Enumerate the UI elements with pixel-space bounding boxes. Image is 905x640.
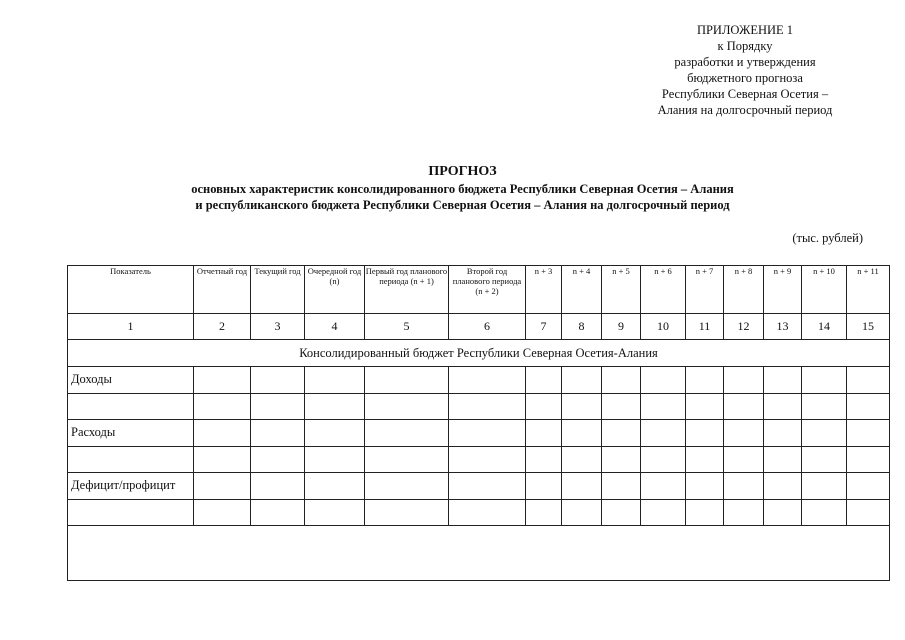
value-cell [305, 367, 365, 394]
value-cell [526, 446, 562, 473]
value-cell [562, 420, 602, 447]
column-number: 15 [847, 314, 890, 340]
column-number: 3 [251, 314, 305, 340]
value-cell [686, 473, 724, 500]
header-cell: Отчетный год [194, 266, 251, 314]
value-cell [847, 367, 890, 394]
value-cell [802, 367, 847, 394]
value-cell [764, 420, 802, 447]
header-cell: n + 9 [764, 266, 802, 314]
row-label: Расходы [68, 420, 194, 447]
value-cell [802, 393, 847, 420]
value-cell [194, 499, 251, 526]
value-cell [641, 446, 686, 473]
value-cell [847, 420, 890, 447]
value-cell [526, 367, 562, 394]
title-main: ПРОГНОЗ [428, 164, 497, 179]
value-cell [724, 499, 764, 526]
value-cell [602, 367, 641, 394]
column-number: 5 [365, 314, 449, 340]
header-cell: Очередной год (n) [305, 266, 365, 314]
value-cell [724, 367, 764, 394]
column-number: 11 [686, 314, 724, 340]
value-cell [194, 367, 251, 394]
value-cell [764, 393, 802, 420]
value-cell [251, 446, 305, 473]
value-cell [562, 446, 602, 473]
value-cell [194, 473, 251, 500]
value-cell [764, 446, 802, 473]
value-cell [724, 393, 764, 420]
value-cell [562, 473, 602, 500]
value-cell [641, 499, 686, 526]
section-title: Консолидированный бюджет Республики Северная Осетия-Алания [68, 340, 890, 367]
value-cell [251, 473, 305, 500]
value-cell [526, 393, 562, 420]
value-cell [847, 446, 890, 473]
header-cell: Первый год планового периода (n + 1) [365, 266, 449, 314]
table-row [68, 446, 890, 473]
value-cell [686, 446, 724, 473]
row-label: Дефицит/профицит [68, 473, 194, 500]
table-header-row [68, 266, 890, 314]
value-cell [365, 393, 449, 420]
value-cell [847, 499, 890, 526]
value-cell [449, 473, 526, 500]
appendix-line: к Порядку [717, 39, 773, 53]
value-cell [602, 446, 641, 473]
value-cell [602, 499, 641, 526]
value-cell [641, 393, 686, 420]
header-cell: Показатель [68, 266, 194, 314]
data-rows [68, 367, 890, 526]
value-cell [449, 393, 526, 420]
value-cell [802, 473, 847, 500]
header-cell: n + 11 [847, 266, 890, 314]
value-cell [602, 473, 641, 500]
value-cell [641, 473, 686, 500]
table-footer-row [68, 526, 890, 581]
value-cell [562, 393, 602, 420]
value-cell [724, 420, 764, 447]
value-cell [602, 420, 641, 447]
value-cell [686, 499, 724, 526]
header-cell: n + 6 [641, 266, 686, 314]
table-row [68, 367, 890, 394]
row-label [68, 446, 194, 473]
header-cell: n + 7 [686, 266, 724, 314]
empty-footer-cell [68, 526, 890, 581]
value-cell [251, 499, 305, 526]
appendix-header [600, 22, 890, 118]
header-cell: n + 10 [802, 266, 847, 314]
column-number-row [68, 314, 890, 340]
value-cell [764, 499, 802, 526]
value-cell [365, 473, 449, 500]
value-cell [526, 499, 562, 526]
appendix-line: Республики Северная Осетия – [661, 87, 829, 101]
value-cell [305, 420, 365, 447]
value-cell [365, 367, 449, 394]
column-number: 13 [764, 314, 802, 340]
value-cell [449, 420, 526, 447]
value-cell [847, 473, 890, 500]
value-cell [365, 420, 449, 447]
value-cell [602, 393, 641, 420]
value-cell [641, 367, 686, 394]
header-cell: n + 4 [562, 266, 602, 314]
column-number: 2 [194, 314, 251, 340]
value-cell [526, 420, 562, 447]
column-number: 1 [68, 314, 194, 340]
document-title [40, 163, 885, 213]
column-number: 6 [449, 314, 526, 340]
value-cell [449, 367, 526, 394]
appendix-line: ПРИЛОЖЕНИЕ 1 [696, 23, 794, 37]
value-cell [562, 499, 602, 526]
row-label [68, 499, 194, 526]
header-cell: Текущий год [251, 266, 305, 314]
column-number: 7 [526, 314, 562, 340]
header-cell: n + 8 [724, 266, 764, 314]
value-cell [194, 420, 251, 447]
header-cell: n + 5 [602, 266, 641, 314]
value-cell [305, 446, 365, 473]
value-cell [365, 499, 449, 526]
appendix-line: Алания на долгосрочный период [657, 103, 833, 117]
column-number: 14 [802, 314, 847, 340]
value-cell [724, 446, 764, 473]
header-cell: Второй год планового периода (n + 2) [449, 266, 526, 314]
table-row [68, 499, 890, 526]
value-cell [562, 367, 602, 394]
section-row [68, 340, 890, 367]
value-cell [449, 446, 526, 473]
value-cell [641, 420, 686, 447]
value-cell [724, 473, 764, 500]
value-cell [802, 499, 847, 526]
value-cell [526, 473, 562, 500]
column-number: 10 [641, 314, 686, 340]
value-cell [305, 473, 365, 500]
column-number: 12 [724, 314, 764, 340]
value-cell [251, 393, 305, 420]
title-line-1: основных характеристик консолидированного бюджета Республики Северная Осетия – Алания [191, 182, 734, 196]
value-cell [251, 367, 305, 394]
table-row [68, 420, 890, 447]
value-cell [764, 367, 802, 394]
value-cell [686, 367, 724, 394]
value-cell [802, 420, 847, 447]
table-row [68, 473, 890, 500]
row-label [68, 393, 194, 420]
value-cell [194, 393, 251, 420]
value-cell [305, 499, 365, 526]
appendix-line: бюджетного прогноза [687, 71, 803, 85]
value-cell [686, 393, 724, 420]
forecast-table [67, 265, 890, 581]
value-cell [449, 499, 526, 526]
value-cell [305, 393, 365, 420]
title-line-2: и республиканского бюджета Республики Северная Осетия – Алания на долгосрочный период [195, 198, 730, 212]
value-cell [194, 446, 251, 473]
header-cell: n + 3 [526, 266, 562, 314]
column-number: 4 [305, 314, 365, 340]
column-number: 9 [602, 314, 641, 340]
value-cell [251, 420, 305, 447]
value-cell [764, 473, 802, 500]
value-cell [847, 393, 890, 420]
value-cell [365, 446, 449, 473]
value-cell [686, 420, 724, 447]
row-label: Доходы [68, 367, 194, 394]
column-number: 8 [562, 314, 602, 340]
table-row [68, 393, 890, 420]
units-label: (тыс. рублей) [792, 231, 863, 245]
appendix-line: разработки и утверждения [674, 55, 816, 69]
value-cell [802, 446, 847, 473]
